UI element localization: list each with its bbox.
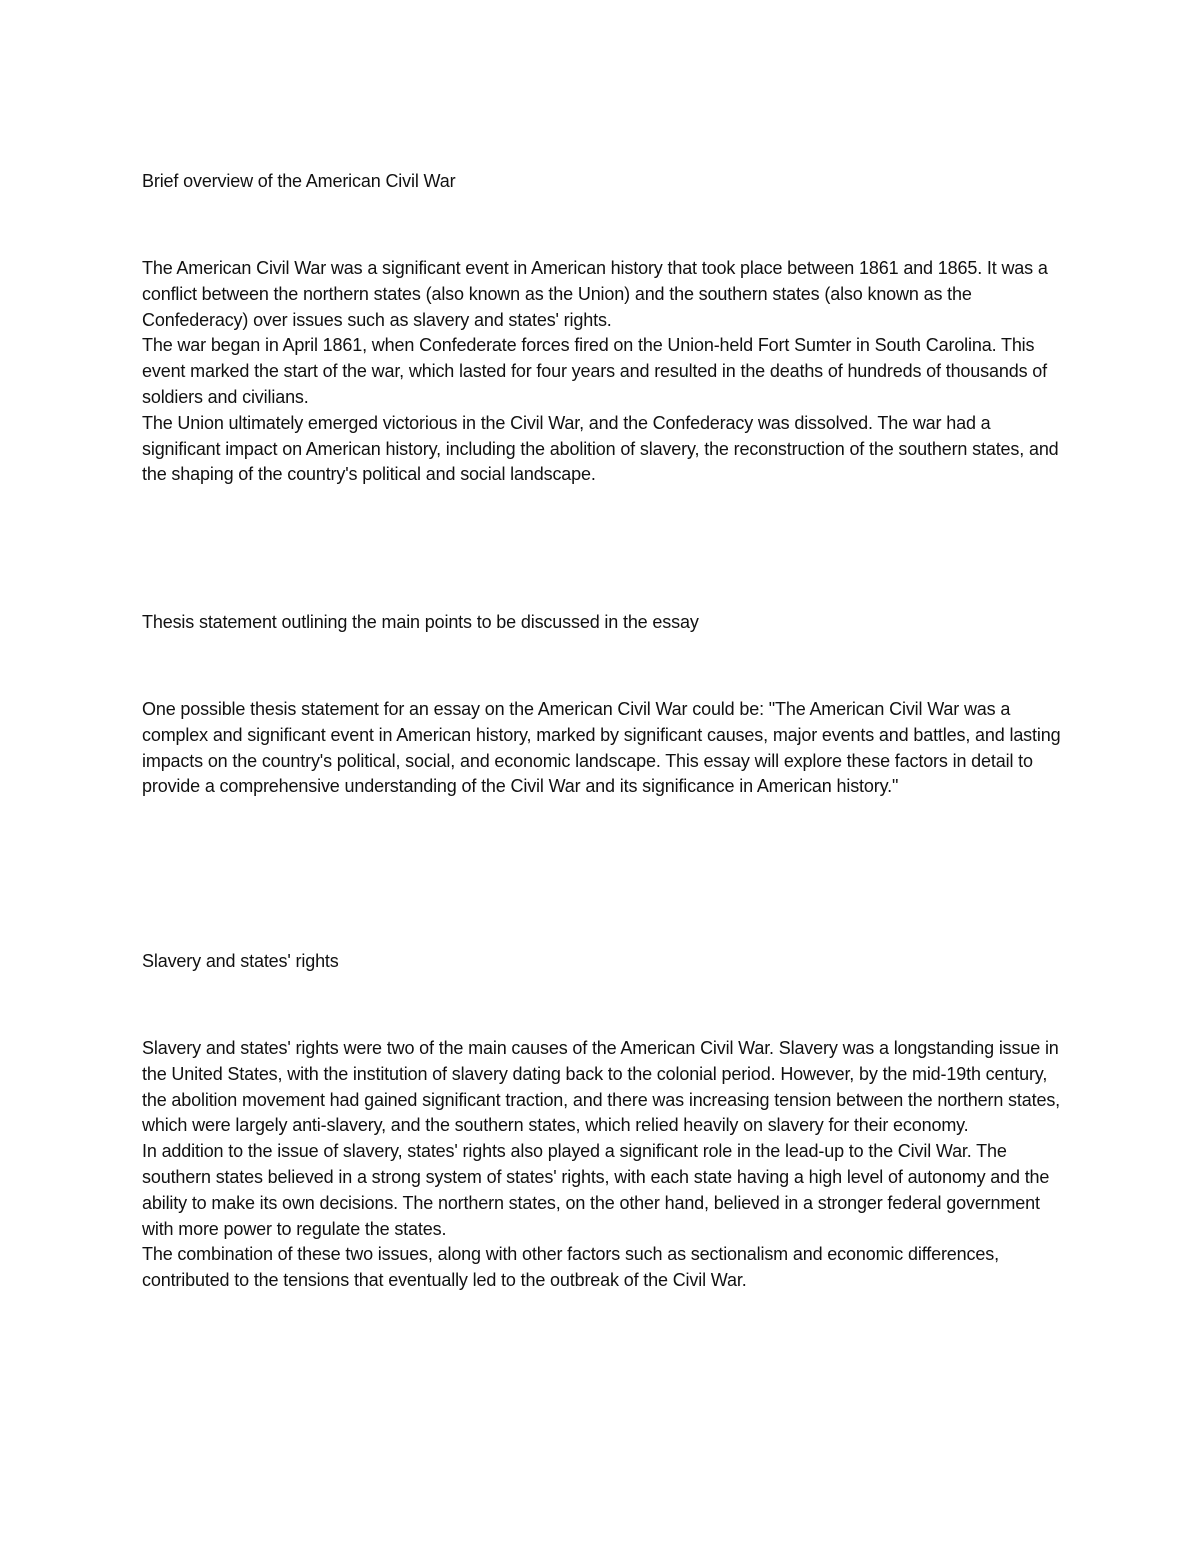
section-heading-slavery: Slavery and states' rights [142, 951, 339, 971]
paragraph: The American Civil War was a significant event in American history that took place between 1861 and 1865. It was a conflict between the northern states (also known as the Union) and the southern states (also known as the Confederacy) over issues such as slavery and states' rights. [142, 258, 1048, 330]
paragraph: The combination of these two issues, along with other factors such as sectionalism and economic differences, contributed to the tensions that eventually led to the outbreak of the Civil War. [142, 1244, 999, 1291]
section-body-overview [142, 256, 1072, 488]
paragraph: One possible thesis statement for an essay on the American Civil War could be: "The American Civil War was a complex and significant event in American history, marked by significant causes, major events and battles, and lasting impacts on the country's political, social, and economic landscape. This essay will explore these factors in detail to provide a comprehensive understanding of the Civil War and its significance in American history." [142, 699, 1061, 797]
paragraph: Slavery and states' rights were two of the main causes of the American Civil War. Slavery was a longstanding issue in the United States, with the institution of slavery dating back to the colonial period. However, by the mid-19th century, the abolition movement had gained significant traction, and there was increasing tension between the northern states, which were largely anti-slavery, and the southern states, which relied heavily on slavery for their economy. [142, 1038, 1061, 1136]
paragraph: The war began in April 1861, when Confederate forces fired on the Union-held Fort Sumter in South Carolina. This event marked the start of the war, which lasted for four years and resulted in the deaths of hundreds of thousands of soldiers and civilians. [142, 335, 1047, 407]
section-heading-thesis: Thesis statement outlining the main points to be discussed in the essay [142, 612, 699, 632]
paragraph: In addition to the issue of slavery, states' rights also played a significant role in the lead-up to the Civil War. The southern states believed in a strong system of states' rights, with each state having a high level of autonomy and the ability to make its own decisions. The northern states, on the other hand, believed in a stronger federal government with more power to regulate the states. [142, 1141, 1050, 1239]
section-heading-overview: Brief overview of the American Civil War [142, 171, 456, 191]
section-body-thesis [142, 697, 1072, 800]
paragraph: The Union ultimately emerged victorious in the Civil War, and the Confederacy was dissolved. The war had a significant impact on American history, including the abolition of slavery, the reconstruction of the southern states, and the shaping of the country's political and social landscape. [142, 412, 1059, 485]
section-body-slavery [142, 1036, 1072, 1294]
